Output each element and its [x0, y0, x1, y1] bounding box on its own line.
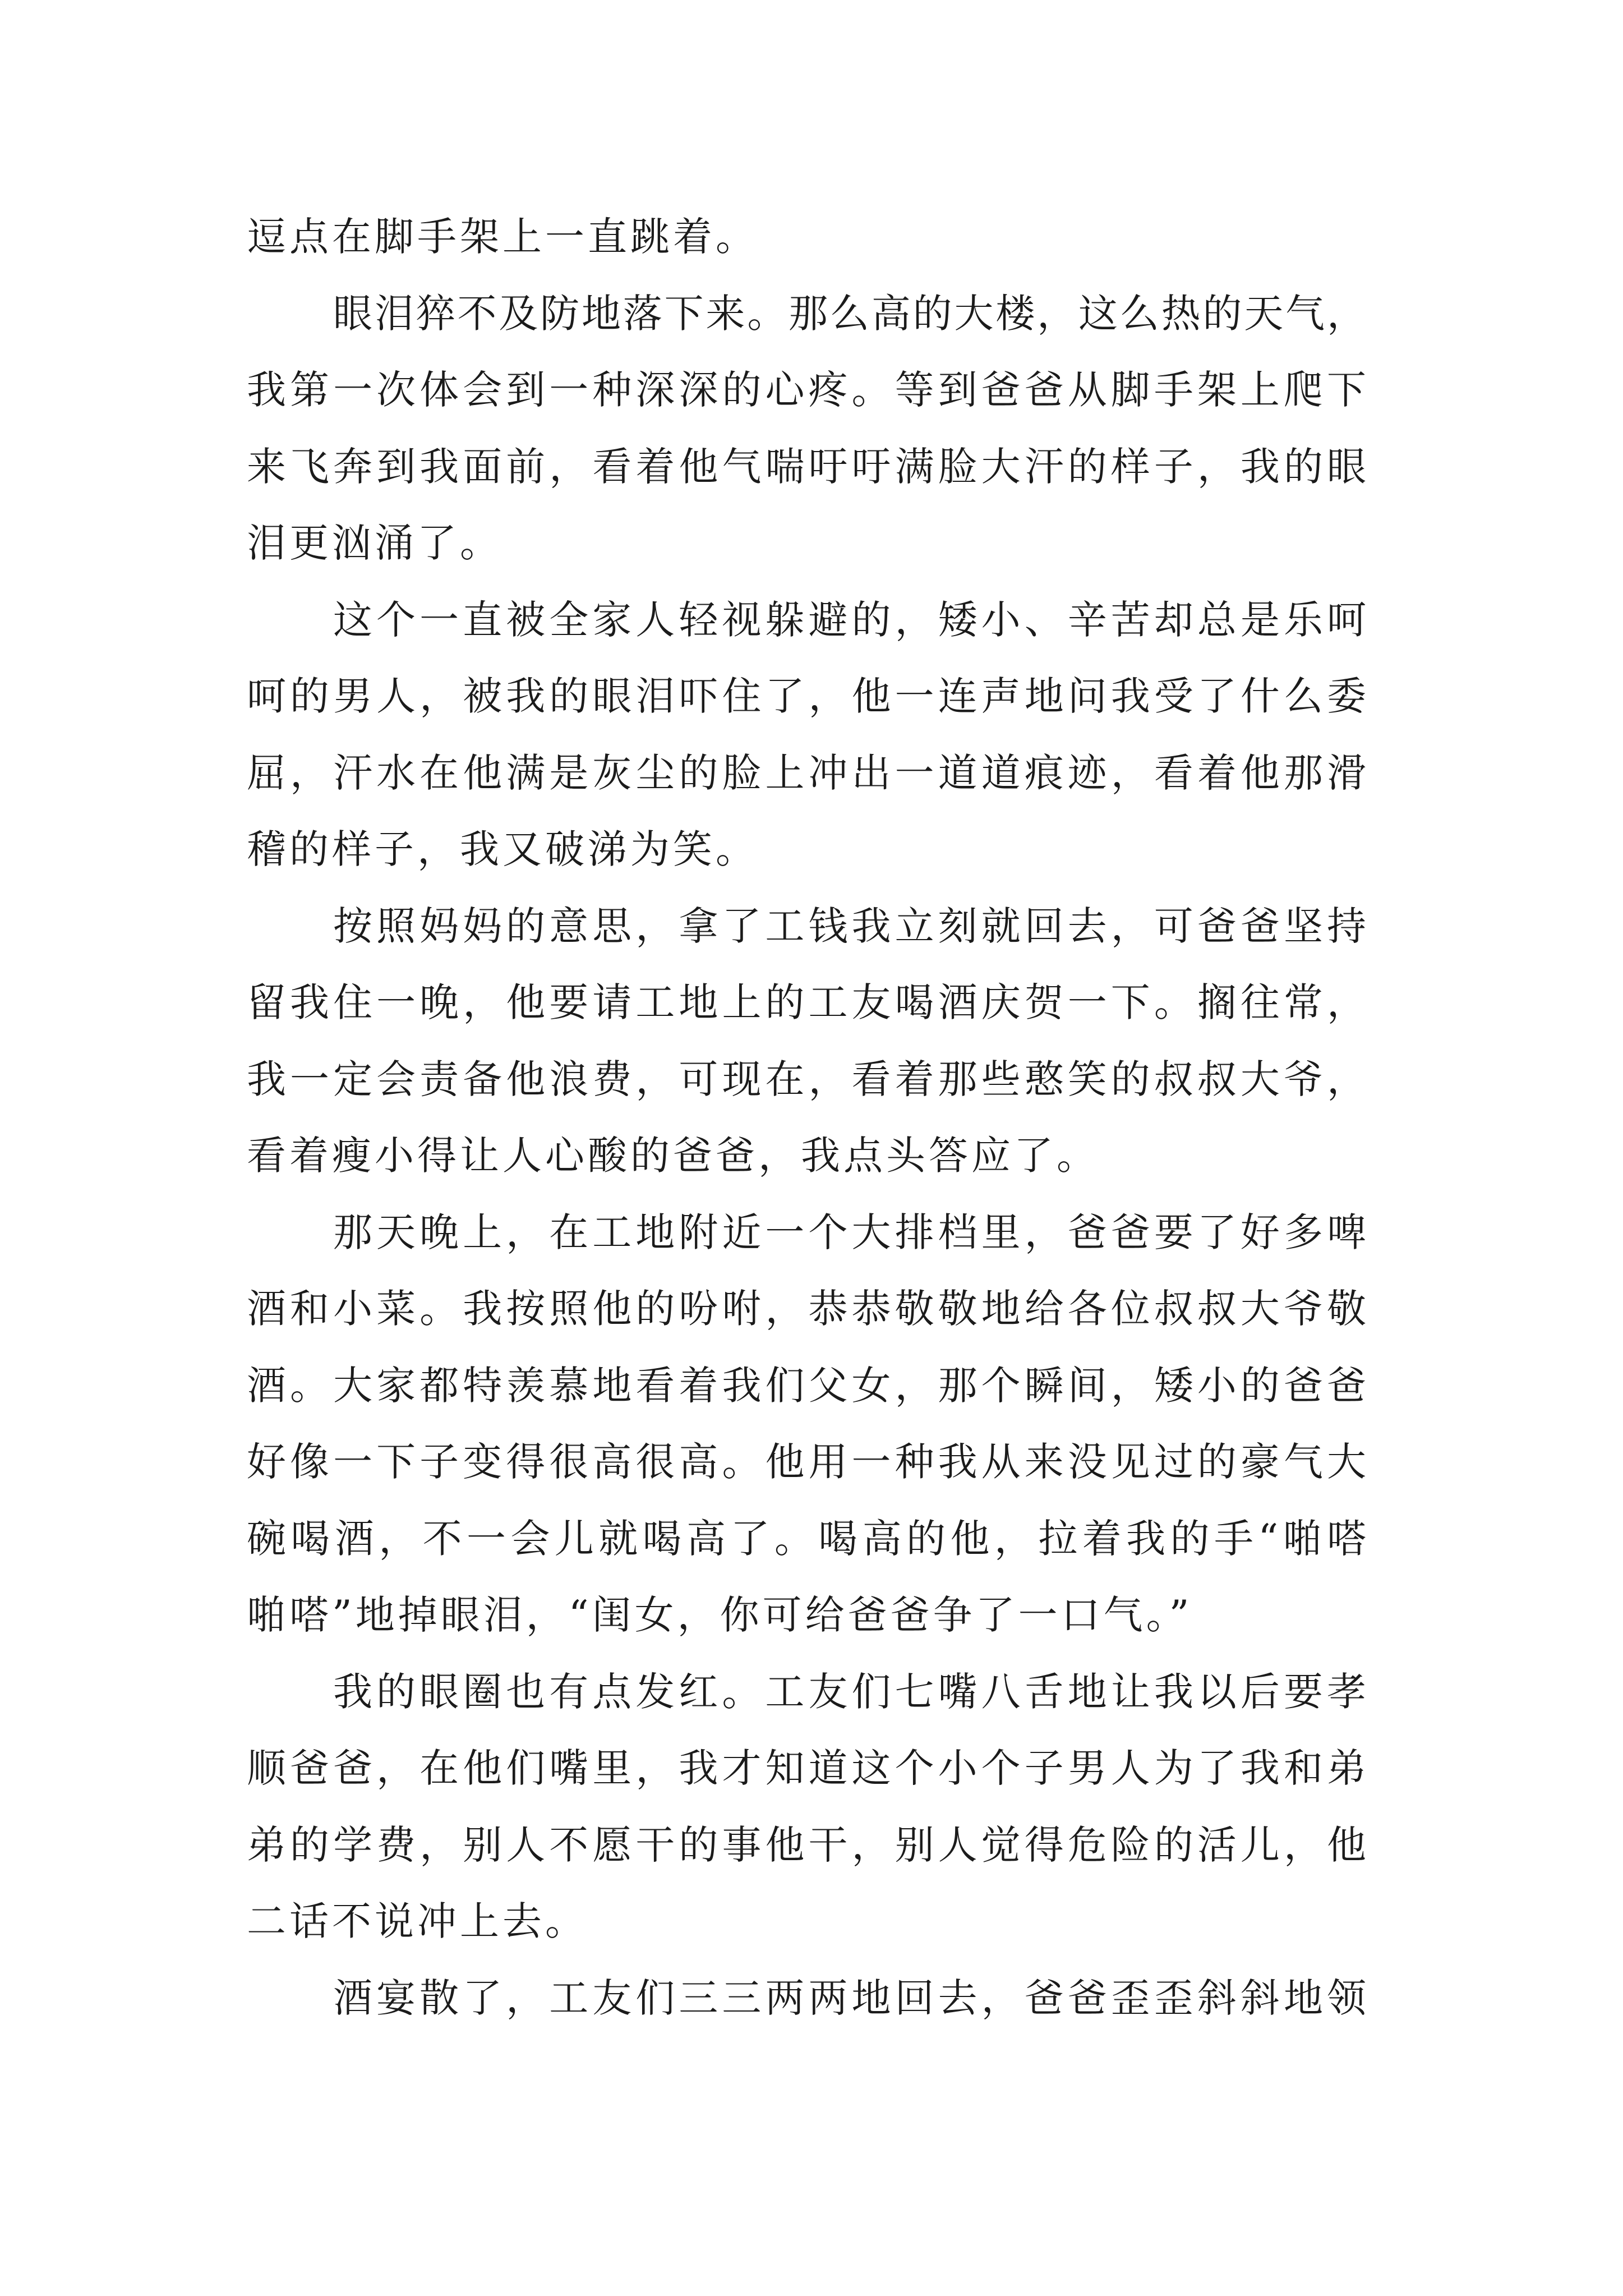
- text-line: 逗点在脚手架上一直跳着。: [247, 214, 758, 260]
- text-line: 我第一次体会到一种深深的心疼。等到爸爸从脚手架上爬下: [247, 367, 1366, 413]
- text-line: 弟的学费，别人不愿干的事他干，别人觉得危险的活儿，他: [247, 1821, 1366, 1868]
- paragraph: [247, 1654, 1366, 1960]
- text-line: 酒宴散了，工友们三三两两地回去，爸爸歪歪斜斜地领: [333, 1975, 1366, 2021]
- text-line: 啪嗒”地掉眼泪，“闺女，你可给爸爸争了一口气。”: [247, 1592, 1193, 1638]
- text-line: 酒。大家都特羡慕地看着我们父女，那个瞬间，矮小的爸爸: [247, 1362, 1366, 1409]
- text-line: 我一定会责备他浪费，可现在，看着那些憨笑的叔叔大爷，: [247, 1056, 1366, 1102]
- text-line: 来飞奔到我面前，看着他气喘吁吁满脸大汗的样子，我的眼: [247, 443, 1366, 490]
- text-line: 那天晚上，在工地附近一个大排档里，爸爸要了好多啤: [333, 1209, 1366, 1255]
- text-line: 眼泪猝不及防地落下来。那么高的大楼，这么热的天气，: [333, 290, 1366, 337]
- text-line: 顺爸爸，在他们嘴里，我才知道这个小个子男人为了我和弟: [247, 1745, 1366, 1791]
- paragraph: [247, 275, 1366, 582]
- text-line: 这个一直被全家人轻视躲避的，矮小、辛苦却总是乐呵: [333, 596, 1366, 643]
- paragraph: [247, 1194, 1366, 1654]
- text-line: 按照妈妈的意思，拿了工钱我立刻就回去，可爸爸坚持: [333, 903, 1366, 949]
- paragraph: [247, 582, 1366, 888]
- paragraph: [247, 888, 1366, 1194]
- paragraph: [247, 199, 1366, 275]
- text-line: 呵的男人，被我的眼泪吓住了，他一连声地问我受了什么委: [247, 673, 1366, 719]
- text-line: 泪更汹涌了。: [247, 520, 502, 566]
- text-line: 碗喝酒，不一会儿就喝高了。喝高的他，拉着我的手“啪嗒: [247, 1515, 1366, 1562]
- text-line: 稽的样子，我又破涕为笑。: [247, 826, 758, 872]
- body-text: [247, 199, 1366, 2036]
- text-line: 好像一下子变得很高很高。他用一种我从来没见过的豪气大: [247, 1439, 1366, 1485]
- text-line: 酒和小菜。我按照他的吩咐，恭恭敬敬地给各位叔叔大爷敬: [247, 1286, 1366, 1332]
- text-line: 我的眼圈也有点发红。工友们七嘴八舌地让我以后要孝: [333, 1668, 1366, 1715]
- text-line: 留我住一晚，他要请工地上的工友喝酒庆贺一下。搁往常，: [247, 979, 1366, 1025]
- text-line: 二话不说冲上去。: [247, 1898, 588, 1944]
- text-line: 看着瘦小得让人心酸的爸爸，我点头答应了。: [247, 1133, 1099, 1179]
- text-line: 屈，汗水在他满是灰尘的脸上冲出一道道痕迹，看着他那滑: [247, 749, 1366, 796]
- paragraph: [247, 1960, 1366, 2037]
